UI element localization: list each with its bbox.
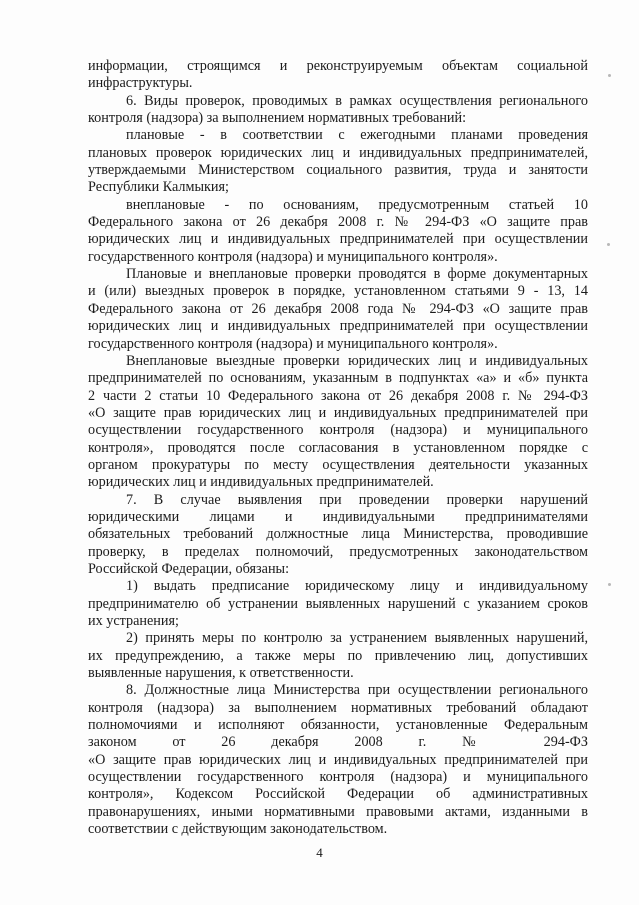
- text-line: их устранения;: [88, 613, 179, 629]
- text-line: Республики Калмыкия;: [88, 179, 229, 196]
- text-line: контроля», проводятся после согласования в установленном порядке с: [88, 439, 588, 456]
- text-line: 8. Должностные лица Министерства при осуществлении регионального: [126, 682, 588, 699]
- text-line: и (или) выездных проверок в порядке, установленном статьями 9 - 13, 14: [88, 283, 588, 300]
- text-line: их предупреждению, а также меры по привлечению лиц, допустивших: [88, 647, 588, 664]
- text-line: осуществлении государственного контроля (надзора) и муниципального: [88, 422, 588, 439]
- text-line: юридических лиц и индивидуальных предпринимателей при осуществлении: [88, 231, 588, 248]
- scan-speck: [608, 74, 611, 77]
- text-line: Внеплановые выездные проверки юридических лиц и индивидуальных: [126, 352, 588, 369]
- text-line: органом прокуратуры по месту осуществления деятельности указанных: [88, 456, 588, 473]
- text-line: предпринимателей по основаниям, указанным в подпунктах «а» и «б» пункта: [88, 370, 588, 387]
- text-line: Российской Федерации, обязаны:: [88, 560, 290, 577]
- text-line: информации, строящимся и реконструируемым объектам социальной: [88, 58, 588, 74]
- text-line: юридических лиц и индивидуальных предпринимателей.: [88, 474, 434, 491]
- document-body: [88, 58, 588, 838]
- text-line: 2 части 2 статьи 10 Федерального закона от 26 декабря 2008 г. № 294-ФЗ: [88, 387, 588, 404]
- text-line: юридическими лицами и индивидуальными предпринимателями: [88, 508, 588, 525]
- text-line: Федерального закона от 26 декабря 2008 года № 294-ФЗ «О защите прав: [88, 300, 588, 317]
- text-line: 1) выдать предписание юридическому лицу и индивидуальному: [126, 578, 588, 595]
- text-line: законом от 26 декабря 2008 г. № 294-ФЗ: [88, 734, 588, 751]
- text-line: плановые - в соответствии с ежегодными планами проведения: [126, 127, 588, 144]
- text-line: утверждаемыми Министерством социального развития, труда и занятости: [88, 162, 588, 179]
- text-line: юридических лиц и индивидуальных предпринимателей при осуществлении: [88, 318, 588, 335]
- text-line: 2) принять меры по контролю за устранением выявленных нарушений,: [126, 630, 588, 647]
- text-line: «О защите прав юридических лиц и индивидуальных предпринимателей при: [88, 751, 588, 768]
- text-line: контроля», Кодексом Российской Федерации об административных: [88, 786, 588, 803]
- text-line: плановых проверок юридических лиц и индивидуальных предпринимателей,: [88, 144, 588, 161]
- page-number: 4: [316, 845, 323, 860]
- text-line: полномочиями и исполняют обязанности, установленные Федеральным: [88, 717, 588, 734]
- text-line: соответствии с действующим законодательством.: [88, 821, 388, 838]
- text-line: правонарушениях, иными нормативными правовыми актами, изданными в: [88, 803, 588, 820]
- text-line: контроля (надзора) за выполнением нормативных требований:: [88, 110, 467, 127]
- text-line: обязательных требований должностные лица Министерства, проводившие: [88, 526, 588, 543]
- text-line: 7. В случае выявления при проведении проверки нарушений: [126, 491, 588, 508]
- text-line: 6. Виды проверок, проводимых в рамках осуществления регионального: [126, 92, 588, 109]
- text-line: выявленные нарушения, к ответственности.: [88, 665, 354, 682]
- text-line: Плановые и внеплановые проверки проводятся в форме документарных: [126, 266, 588, 283]
- text-line: проверку, в пределах полномочий, предусмотренных законодательством: [88, 543, 588, 560]
- text-line: государственного контроля (надзора) и муниципального контроля».: [88, 248, 498, 265]
- text-line: предпринимателю об устранении выявленных нарушений с указанием сроков: [88, 595, 588, 612]
- text-line: контроля (надзора) за выполнением нормативных требований обладают: [88, 699, 588, 716]
- text-line: осуществлении государственного контроля (надзора) и муниципального: [88, 769, 588, 786]
- text-line: «О защите прав юридических лиц и индивидуальных предпринимателей при: [88, 404, 588, 421]
- text-line: Федерального закона от 26 декабря 2008 г. № 294-ФЗ «О защите прав: [88, 214, 588, 231]
- scan-speck: [607, 243, 610, 246]
- text-line: государственного контроля (надзора) и муниципального контроля».: [88, 335, 498, 352]
- text-line: инфраструктуры.: [88, 75, 193, 92]
- scan-speck: [608, 583, 611, 586]
- text-line: внеплановые - по основаниям, предусмотренным статьей 10: [126, 196, 588, 213]
